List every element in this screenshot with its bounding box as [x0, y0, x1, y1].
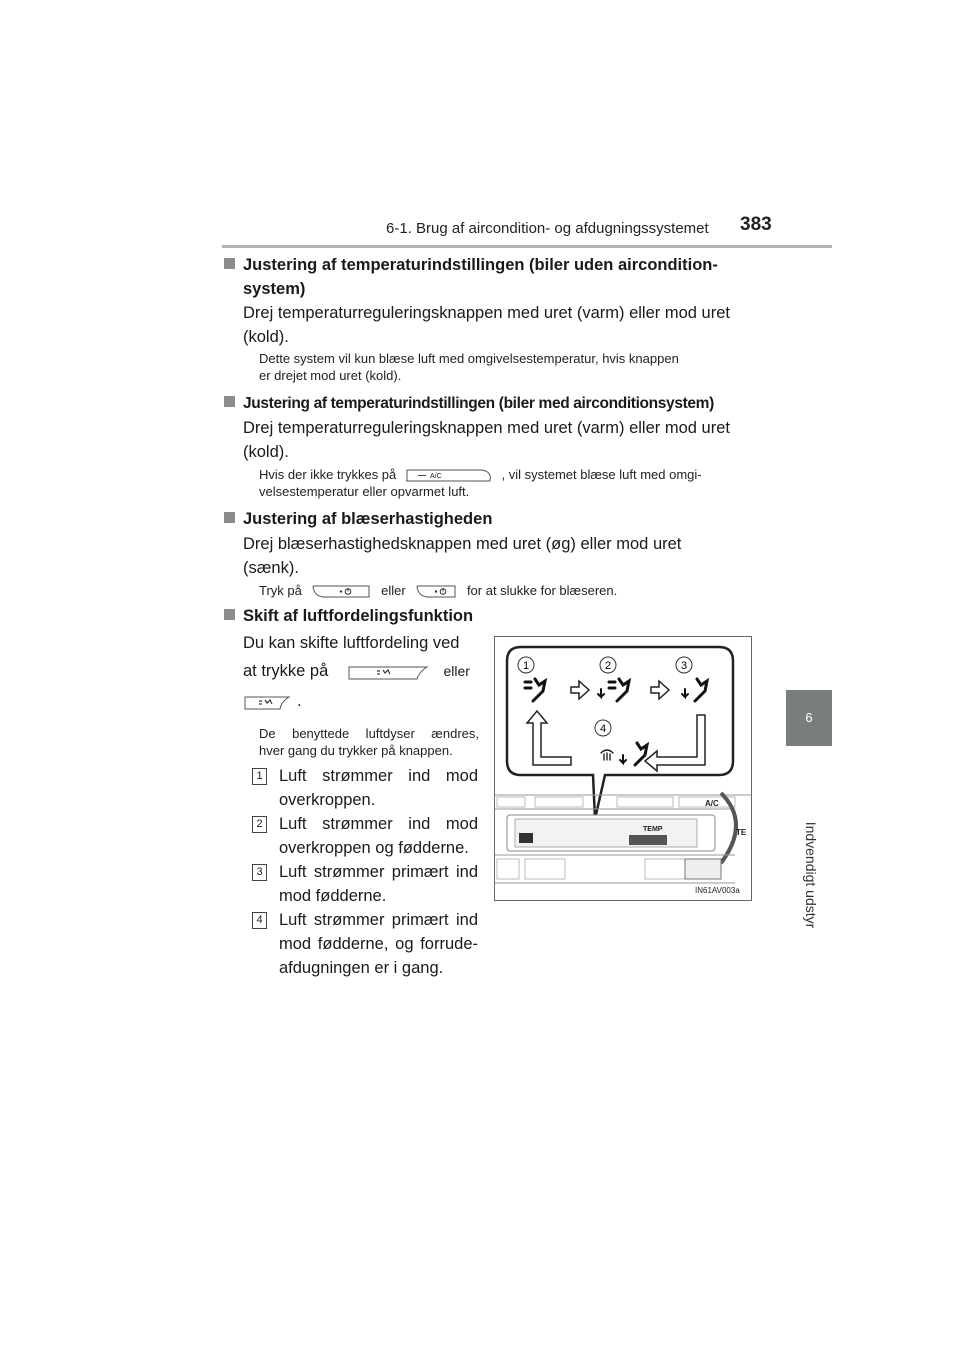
chapter-tab: 6	[786, 690, 832, 746]
section-heading-airflow: Skift af luftfordelingsfunktion	[224, 603, 473, 630]
list-item: 4 Luft strømmer primært ind mod fødderne, og forrude- afdugningen er i gang.	[252, 908, 478, 980]
ac-button-label: A/C	[429, 473, 442, 480]
airflow-mode-button-icon	[243, 694, 291, 710]
panel-temp-label: TEMP	[643, 826, 663, 833]
note-text: Dette system vil kun blæse luft med omgivelsestemperatur, hvis knappen	[259, 351, 679, 366]
airflow-diagram	[494, 636, 752, 901]
section-heading-fan-speed: Justering af blæserhastigheden	[224, 506, 492, 533]
panel-ac-label: A/C	[705, 799, 719, 808]
chapter-section-title: 6-1. Brug af aircondition- og afdugningssystemet	[386, 220, 709, 237]
body-text: Du kan skifte luftfordeling ved	[243, 634, 460, 652]
list-number: 3	[252, 864, 267, 881]
header-divider	[222, 245, 832, 248]
section-heading-temp-no-ac-cont: system)	[243, 280, 306, 298]
list-number: 4	[252, 912, 267, 929]
list-item: 1 Luft strømmer ind mod overkroppen.	[252, 764, 478, 812]
list-item: 2 Luft strømmer ind mod overkroppen og fødderne.	[252, 812, 478, 860]
list-number: 1	[252, 768, 267, 785]
body-text: (sænk).	[243, 559, 299, 577]
heading-square-icon	[224, 258, 235, 269]
body-text: .	[243, 688, 302, 715]
list-item: 3 Luft strømmer primært ind mod fødderne.	[252, 860, 478, 908]
body-text: (kold).	[243, 443, 289, 461]
airflow-mode-button-icon	[347, 664, 429, 680]
heading-square-icon	[224, 609, 235, 620]
body-text: (kold).	[243, 328, 289, 346]
section-heading-temp-no-ac: Justering af temperaturindstillingen (biler uden aircondition-	[224, 252, 718, 279]
page-number: 383	[740, 214, 772, 235]
chapter-tab-label: Indvendigt udstyr	[803, 821, 819, 929]
svg-text:4: 4	[599, 723, 607, 735]
svg-text:3: 3	[680, 660, 688, 672]
control-panel	[495, 793, 751, 895]
note-text: Tryk på eller for at slukke for blæseren.	[259, 583, 618, 598]
chapter-tab-label-container	[801, 770, 821, 980]
svg-text:1: 1	[522, 660, 530, 672]
fan-off-button-icon	[415, 583, 457, 599]
note-text: De benyttede luftdyser ændres,	[259, 726, 479, 741]
fan-off-button-icon	[311, 583, 371, 599]
panel-temp-knob-label: TE	[736, 828, 747, 837]
body-text: Drej temperaturreguleringsknappen med uret (varm) eller mod uret	[243, 419, 730, 437]
note-text: velsestemperatur eller opvarmet luft.	[259, 484, 470, 499]
section-heading-temp-with-ac: Justering af temperaturindstillingen (biler med airconditionsystem)	[224, 390, 714, 417]
body-text: Drej blæserhastighedsknappen med uret (øg) eller mod uret	[243, 535, 682, 553]
figure-code: IN61AV003a	[695, 886, 740, 895]
heading-square-icon	[224, 396, 235, 407]
body-text: at trykke på eller	[243, 662, 470, 680]
note-text: hver gang du trykker på knappen.	[259, 743, 453, 758]
svg-text:2: 2	[604, 660, 612, 672]
note-text: Hvis der ikke trykkes på A/C , vil systemet blæse luft med omgi-	[259, 467, 702, 482]
body-text: Drej temperaturreguleringsknappen med uret (varm) eller mod uret	[243, 304, 730, 322]
ac-button-icon	[404, 467, 494, 483]
heading-square-icon	[224, 512, 235, 523]
list-number: 2	[252, 816, 267, 833]
note-text: er drejet mod uret (kold).	[259, 368, 402, 383]
